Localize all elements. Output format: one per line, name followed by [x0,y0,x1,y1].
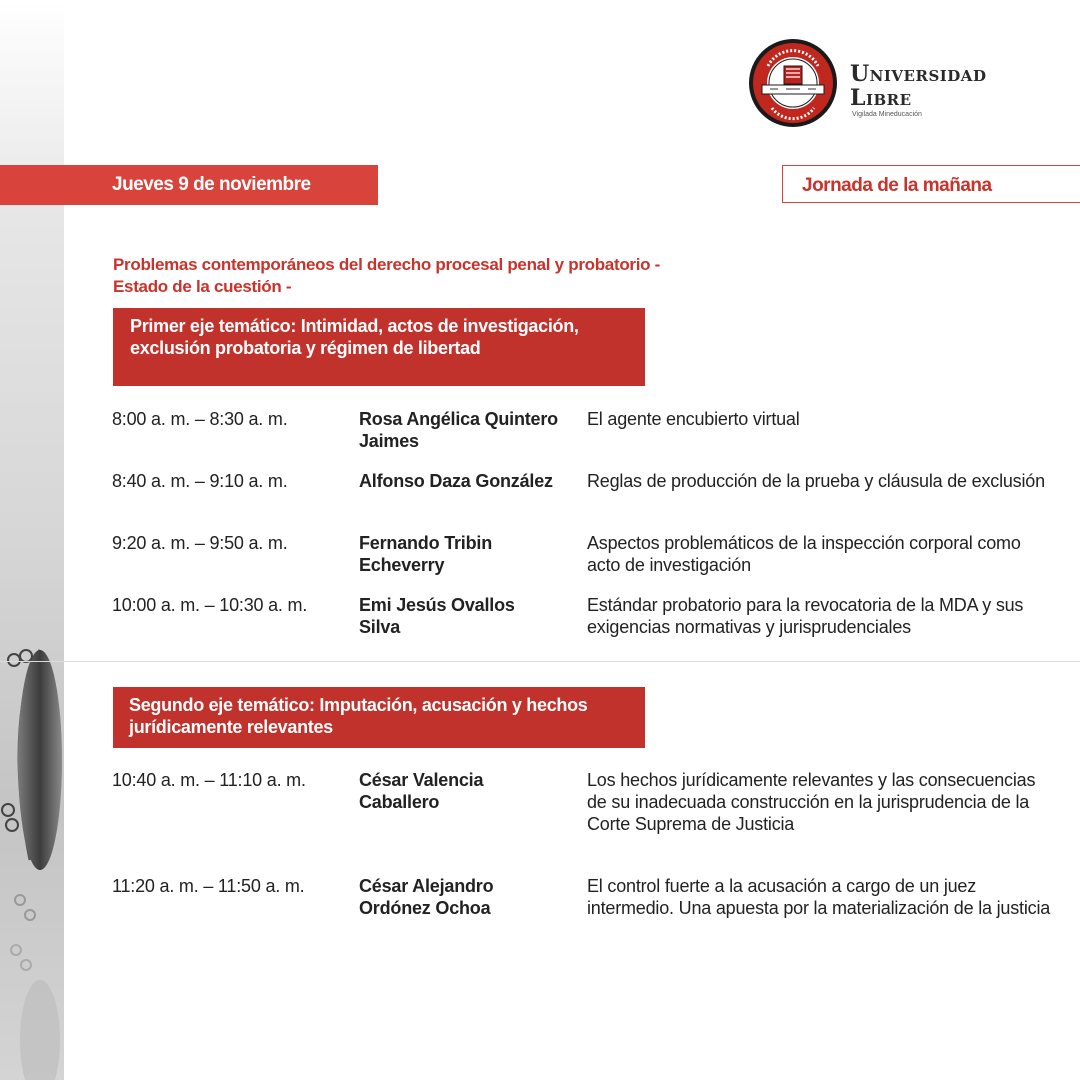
section-divider [0,661,1080,662]
session-label: Jornada de la mañana [802,175,992,196]
axis-heading-1: Primer eje temático: Intimidad, actos de investigación, exclusión probatoria y régimen de libertad [113,308,645,386]
session-time: 10:00 a. m. – 10:30 a. m. [112,595,308,615]
session-time: 8:00 a. m. – 8:30 a. m. [112,409,288,429]
session-topic: Estándar probatorio para la revocatoria de la MDA y sus exigencias normativas y jurisprudenciales [587,595,1024,637]
session-topic: Aspectos problemáticos de la inspección corporal como acto de investigación [587,533,1021,575]
session-time: 8:40 a. m. – 9:10 a. m. [112,471,288,491]
university-logo [748,38,1048,128]
session-speaker: Emi Jesús Ovallos Silva [359,595,515,637]
university-name-line2: Libre [850,85,912,111]
session-time: 9:20 a. m. – 9:50 a. m. [112,533,288,553]
session-time: 10:40 a. m. – 11:10 a. m. [112,770,306,790]
university-name-line1: Universidad [850,61,987,87]
session-speaker: César Alejandro Ordónez Ochoa [359,876,494,918]
session-topic: Reglas de producción de la prueba y cláusula de exclusión [587,471,1045,491]
session-speaker: Rosa Angélica Quintero Jaimes [359,409,558,451]
justice-scale-image [0,620,64,1080]
university-seal-icon [748,38,838,128]
session-topic: El control fuerte a la acusación a cargo de un juez intermedio. Una apuesta por la materialización de la justicia [587,876,1051,918]
mineducacion-note: Vigilada Mineducación [852,111,922,118]
page-title: Problemas contemporáneos del derecho procesal penal y probatorio - Estado de la cuestión - [113,255,661,296]
date-label: Jueves 9 de noviembre [112,174,311,195]
university-name [850,62,986,110]
session-speaker: Alfonso Daza González [359,471,553,491]
session-topic: Los hechos jurídicamente relevantes y las consecuencias de su inadecuada construcción en la jurisprudencia de la Corte Suprema de Justicia [587,770,1036,834]
session-speaker: César Valencia Caballero [359,770,484,812]
session-topic: El agente encubierto virtual [587,409,800,429]
session-speaker: Fernando Tribin Echeverry [359,533,493,575]
axis-heading-2: Segundo eje temático: Imputación, acusación y hechos jurídicamente relevantes [113,687,645,748]
session-time: 11:20 a. m. – 11:50 a. m. [112,876,305,896]
